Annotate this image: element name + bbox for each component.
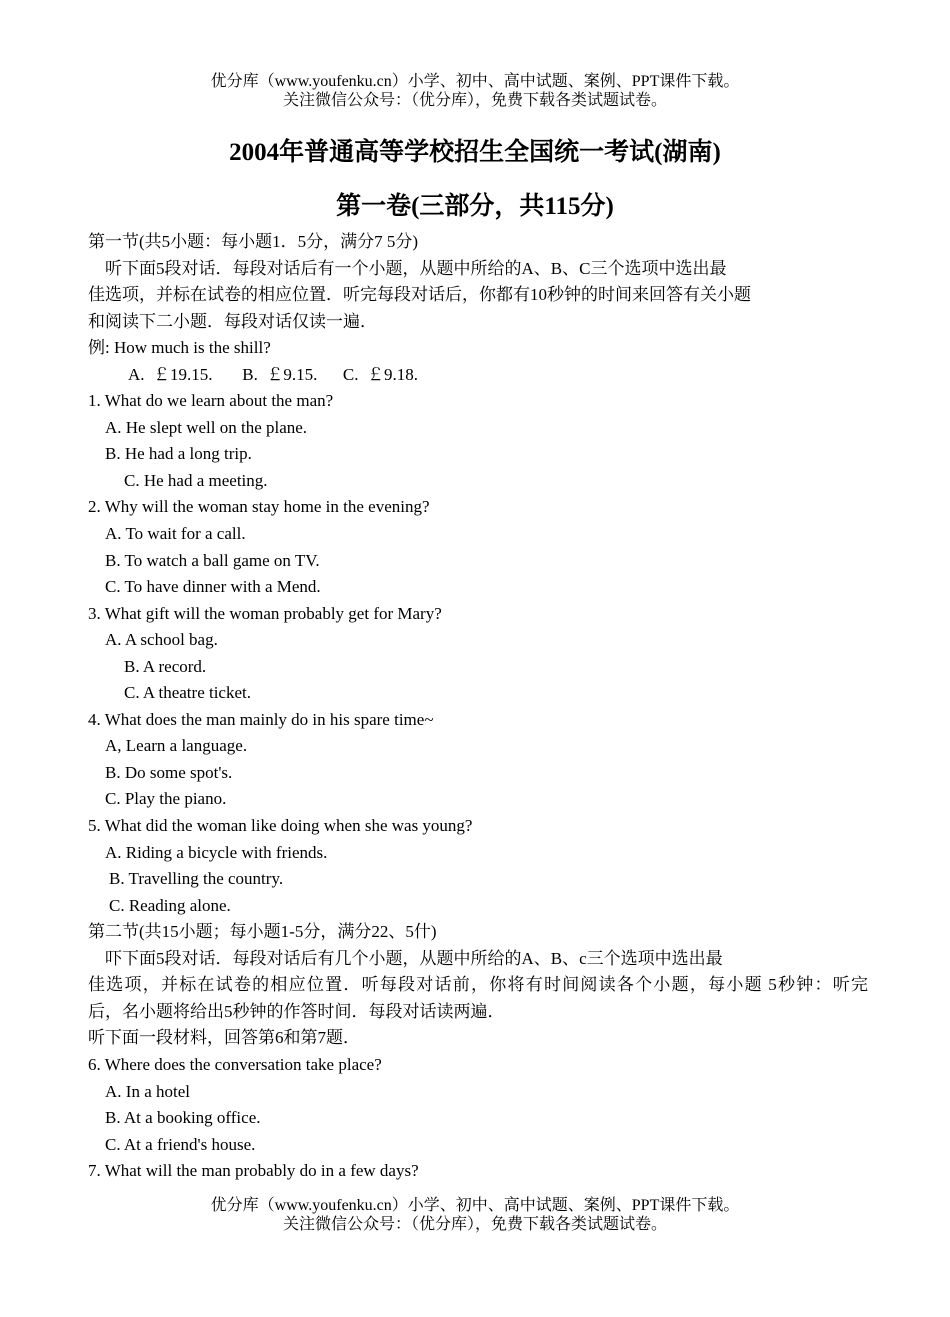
footer-line-2: 关注微信公众号：（优分库），免费下载各类试题试卷。 (282, 1216, 667, 1233)
answer-option: B. To watch a ball game on TV. (105, 550, 320, 570)
question: 7. What will the man probably do in a few days? (88, 1161, 419, 1181)
question: 3. What gift will the woman probably get for Mary? (88, 603, 442, 623)
answer-option: A. Riding a bicycle with friends. (105, 842, 328, 862)
answer-option: B. A record. (124, 656, 207, 676)
section-1-instructions: 佳选项，并标在试卷的相应位置．听完每段对话后，你都有10秒钟的时间来回答有关小题 (88, 285, 751, 305)
question: 4. What does the man mainly do in his spare time~ (88, 709, 434, 729)
section-2-heading: 第二节(共15小题；每小题1-5分，满分22、5什) (88, 922, 437, 942)
section-2-instructions: 吓下面5段对话．每段对话后有几个小题，从题中所给的A、B、c三个选项中选出最 (105, 948, 723, 968)
exam-title: 2004年普通高等学校招生全国统一考试(湖南) (229, 139, 721, 166)
answer-option: A. He slept well on the plane. (105, 417, 308, 437)
answer-option: C. Reading alone. (109, 895, 231, 915)
answer-option: B. Travelling the country. (109, 869, 284, 889)
answer-option: A. To wait for a call. (105, 524, 246, 544)
answer-option: B. At a booking office. (105, 1108, 261, 1128)
section-1-instructions: 听下面5段对话．每段对话后有一个小题，从题中所给的A、B、C三个选项中选出最 (105, 258, 727, 278)
header-line-1: 优分库（www.youfenku.cn）小学、初中、高中试题、案例、PPT课件下载。 (210, 73, 740, 90)
footer-line-1: 优分库（www.youfenku.cn）小学、初中、高中试题、案例、PPT课件下载。 (210, 1197, 740, 1214)
answer-option: A. In a hotel (105, 1081, 190, 1101)
answer-option: C. At a friend's house. (105, 1134, 256, 1154)
section-2-instructions: 后，名小题将给出5秒钟的作答时间．每段对话读两遍． (88, 1001, 505, 1021)
question: 6. Where does the conversation take place? (88, 1054, 382, 1074)
question: 1. What do we learn about the man? (88, 391, 334, 411)
passage-instruction: 听下面一段材料，回答第6和第7题． (88, 1028, 360, 1048)
answer-option: C. A theatre ticket. (124, 683, 251, 703)
section-1-heading: 第一节(共5小题：每小题1．5分，满分7 5分) (88, 232, 419, 251)
example-options: A. ￡19.15. B. ￡9.15. C. ￡9.18. (128, 364, 418, 384)
example-question: 例: How much is the shill? (88, 338, 271, 358)
section-1-instructions: 和阅读下二小题．每段对话仅读一遍． (88, 311, 377, 331)
answer-option: C. Play the piano. (105, 789, 227, 809)
answer-option: B. He had a long trip. (105, 444, 252, 464)
exam-subtitle: 第一卷(三部分，共115分) (336, 193, 614, 220)
header-line-2: 关注微信公众号：（优分库），免费下载各类试题试卷。 (282, 92, 667, 109)
section-2-instructions: 佳选项，并标在试卷的相应位置．听每段对话前，你将有时间阅读各个小题，每小题 5秒钟：听完 (88, 975, 868, 995)
answer-option: A, Learn a language. (105, 736, 248, 756)
question: 5. What did the woman like doing when she was young? (88, 816, 473, 836)
exam-body (88, 229, 868, 1185)
question: 2. Why will the woman stay home in the evening? (88, 497, 430, 517)
answer-option: C. He had a meeting. (124, 470, 268, 490)
answer-option: A. A school bag. (105, 630, 218, 650)
answer-option: B. Do some spot's. (105, 762, 233, 782)
answer-option: C. To have dinner with a Mend. (105, 577, 321, 597)
